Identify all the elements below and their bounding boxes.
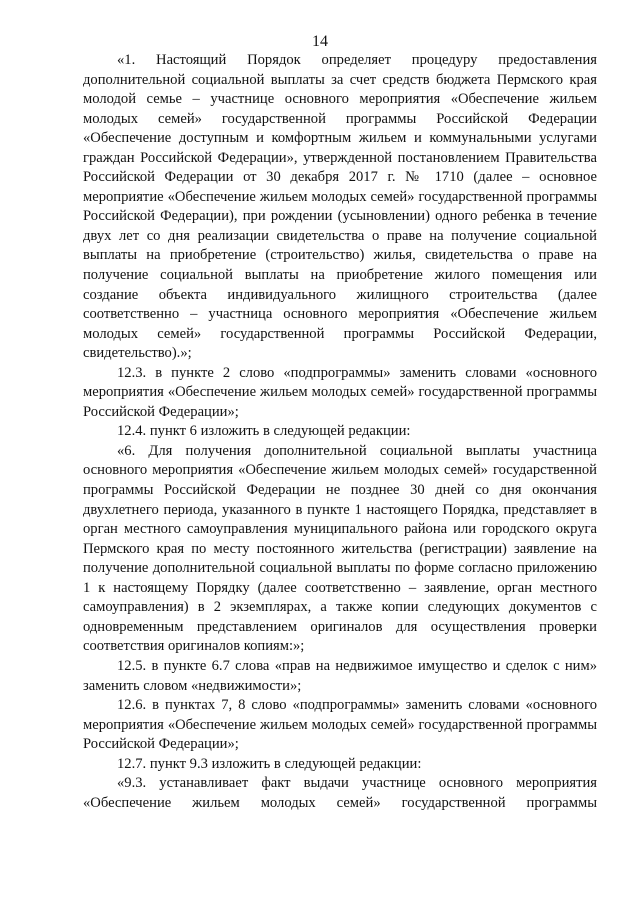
paragraph-12-5: 12.5. в пункте 6.7 слова «прав на недвижимое имущество и сделок с ним» заменить словом «недвижимости»; — [83, 657, 597, 694]
paragraph-12-3: 12.3. в пункте 2 слово «подпрограммы» заменить словами «основного мероприятия «Обеспечение жильем молодых семей» государственной программы Российской Федерации»; — [83, 364, 597, 420]
page-number: 14 — [312, 33, 328, 50]
paragraph-12-4: 12.4. пункт 6 изложить в следующей редакции: — [117, 423, 411, 440]
paragraph-12-6: 12.6. в пунктах 7, 8 слово «подпрограммы» заменить словами «основного мероприятия «Обеспечение жильем молодых семей» государственной программы Российской Федерации»; — [83, 697, 597, 753]
paragraph-point-9-3: «9.3. устанавливает факт выдачи участнице основного мероприятия «Обеспечение жильем молодых семей» государственной программы — [83, 775, 597, 811]
paragraph-point-6: «6. Для получения дополнительной социальной выплаты участница основного мероприятия «Обеспечение жильем молодых семей» государственной программы Российской Федерации не позднее 30 дней со дня окончания двухлетнего периода, указанного в пункте 1 настоящего Порядка, представляет в орган местного самоуправления муниципального района или городского округа Пермского края по месту постоянного жительства (регистрации) заявление на получение дополнительной социальной выплаты по форме согласно приложению 1 к настоящему Порядку (далее соответственно – заявление, орган местного самоуправления) в 2 экземплярах, а также копии следующих документов с одновременным представлением оригиналов для осуществления проверки соответствия оригиналов копиям:»; — [83, 442, 597, 655]
paragraph-12-7: 12.7. пункт 9.3 изложить в следующей редакции: — [117, 755, 422, 772]
document-body — [83, 51, 597, 813]
paragraph-point-1: «1. Настоящий Порядок определяет процедуру предоставления дополнительной социальной выплаты за счет средств бюджета Пермского края молодой семье – участнице основного мероприятия «Обеспечение жильем молодых семей» государственной программы Российской Федерации «Обеспечение доступным и комфортным жильем и коммунальными услугами граждан Российской Федерации», утвержденной постановлением Правительства Российской Федерации от 30 декабря 2017 г. № 1710 (далее – основное мероприятие «Обеспечение жильем молодых семей» государственной программы Российской Федерации), при рождении (усыновлении) одного ребенка в течение двух лет со дня реализации свидетельства о праве на получение социальной выплаты на приобретение (строительство) жилья, свидетельства о праве на получение социальной выплаты на приобретение жилого помещения или создание объекта индивидуального жилищного строительства (далее соответственно – участница основного мероприятия «Обеспечение жильем молодых семей» государственной программы Российской Федерации, свидетельство).»; — [83, 52, 597, 362]
